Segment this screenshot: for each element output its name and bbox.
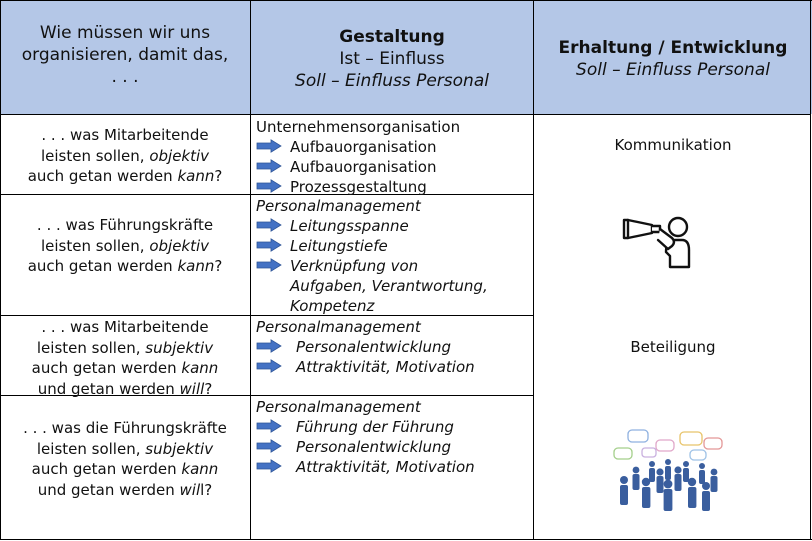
arrow-right-icon (256, 439, 282, 453)
row4-q-will: wil (179, 480, 201, 499)
row1-q-text3: auch getan werden (27, 167, 178, 185)
header-erhaltung-title: Erhaltung / Entwicklung (558, 38, 788, 58)
header-question (0, 22, 250, 88)
row3-q-mark: ? (204, 379, 213, 398)
row3-q-text4: und getan werden (37, 379, 180, 398)
row2-heading: Personalmanagement (256, 197, 421, 215)
megaphone-person-icon (620, 212, 694, 272)
header-erhaltung (534, 37, 812, 81)
row1-item1: Aufbauorganisation (290, 138, 437, 156)
row4-q-text2: leisten sollen, (36, 439, 146, 458)
row2-question-line1: . . . was Führungskräfte (36, 216, 214, 234)
beteiligung-label: Beteiligung (630, 338, 716, 356)
arrow-right-icon (256, 459, 282, 473)
row2-item3-cont1: Aufgaben, Verantwortung, (290, 277, 488, 295)
grid-bottom (0, 539, 812, 540)
row1-heading: Unternehmensorganisation (256, 118, 461, 136)
row4-q-text4: und getan werden (37, 480, 180, 499)
row3-question-line1: . . . was Mitarbeitende (41, 318, 209, 336)
row2-item1: Leitungsspanne (290, 217, 409, 235)
row4-q-mark: l? (200, 480, 213, 499)
kommunikation-label: Kommunikation (614, 136, 732, 154)
grid-top (0, 0, 812, 1)
row4-q-subjektiv: subjektiv (145, 439, 214, 458)
arrow-right-icon (256, 258, 282, 272)
row2-item2: Leitungstiefe (290, 237, 388, 255)
row4-item2: Personalentwicklung (296, 438, 451, 456)
row3-q-text3: auch getan werden (31, 359, 182, 377)
row4-q-kann: kann (181, 460, 219, 478)
header-question-line1: Wie müssen wir uns (39, 23, 211, 43)
header-gestaltung (250, 26, 534, 92)
row1-q-objektiv: objektiv (149, 146, 210, 165)
arrow-right-icon (256, 159, 282, 173)
row1-question-line1: . . . was Mitarbeitende (41, 126, 209, 144)
row3-q-text2: leisten sollen, (36, 338, 146, 357)
row3-heading: Personalmanagement (256, 318, 421, 336)
row4-question (0, 418, 250, 500)
row3-q-subjektiv: subjektiv (145, 338, 214, 357)
grid-right (810, 0, 811, 540)
arrow-right-icon (256, 218, 282, 232)
row1-q-kann: kann (177, 167, 215, 185)
row1-item3: Prozessgestaltung (290, 178, 427, 196)
grid-h-header (0, 114, 811, 115)
header-erhaltung-soll: Soll – Einfluss Personal (576, 60, 770, 80)
row1-gestaltung (256, 117, 532, 197)
arrow-right-icon (256, 139, 282, 153)
header-ist-einfluss: Ist – Einfluss (339, 49, 445, 69)
header-soll-einfluss: Soll – Einfluss Personal (295, 71, 489, 91)
row3-question (0, 317, 250, 399)
row2-q-text3: auch getan werden (27, 257, 178, 275)
row1-item2: Aufbauorganisation (290, 158, 437, 176)
row2-item3: Verknüpfung von (290, 257, 419, 275)
row3-item2: Attraktivität, Motivation (296, 358, 475, 376)
row1-q-mark: ? (214, 167, 223, 185)
arrow-right-icon (256, 339, 282, 353)
row4-item1: Führung der Führung (296, 418, 454, 436)
row1-q-text2: leisten sollen, (40, 146, 150, 165)
arrow-right-icon (256, 419, 282, 433)
header-gestaltung-title: Gestaltung (339, 27, 445, 47)
header-question-line2: organisieren, damit das, (21, 45, 229, 65)
crowd-speech-bubbles-icon (606, 426, 734, 518)
row3-q-will: will (179, 379, 205, 398)
arrow-right-icon (256, 238, 282, 252)
row4-question-line1: . . . was die Führungskräfte (23, 419, 227, 437)
arrow-right-icon (256, 179, 282, 193)
row2-q-kann: kann (177, 257, 215, 275)
row3-q-kann: kann (181, 359, 219, 377)
header-question-line3: . . . (111, 67, 139, 87)
row2-gestaltung (256, 196, 532, 316)
row1-question (0, 125, 250, 187)
row3-gestaltung (256, 317, 532, 377)
row4-item3: Attraktivität, Motivation (296, 458, 475, 476)
row2-q-mark: ? (214, 257, 223, 275)
row4-heading: Personalmanagement (256, 398, 421, 416)
arrow-right-icon (256, 359, 282, 373)
row4-gestaltung (256, 397, 532, 477)
row2-q-text2: leisten sollen, (40, 236, 150, 255)
row4-q-text3: auch getan werden (31, 460, 182, 478)
row2-item3-cont2: Kompetenz (290, 297, 375, 315)
row2-question (0, 215, 250, 277)
row2-q-objektiv: objektiv (149, 236, 210, 255)
row3-item1: Personalentwicklung (296, 338, 451, 356)
